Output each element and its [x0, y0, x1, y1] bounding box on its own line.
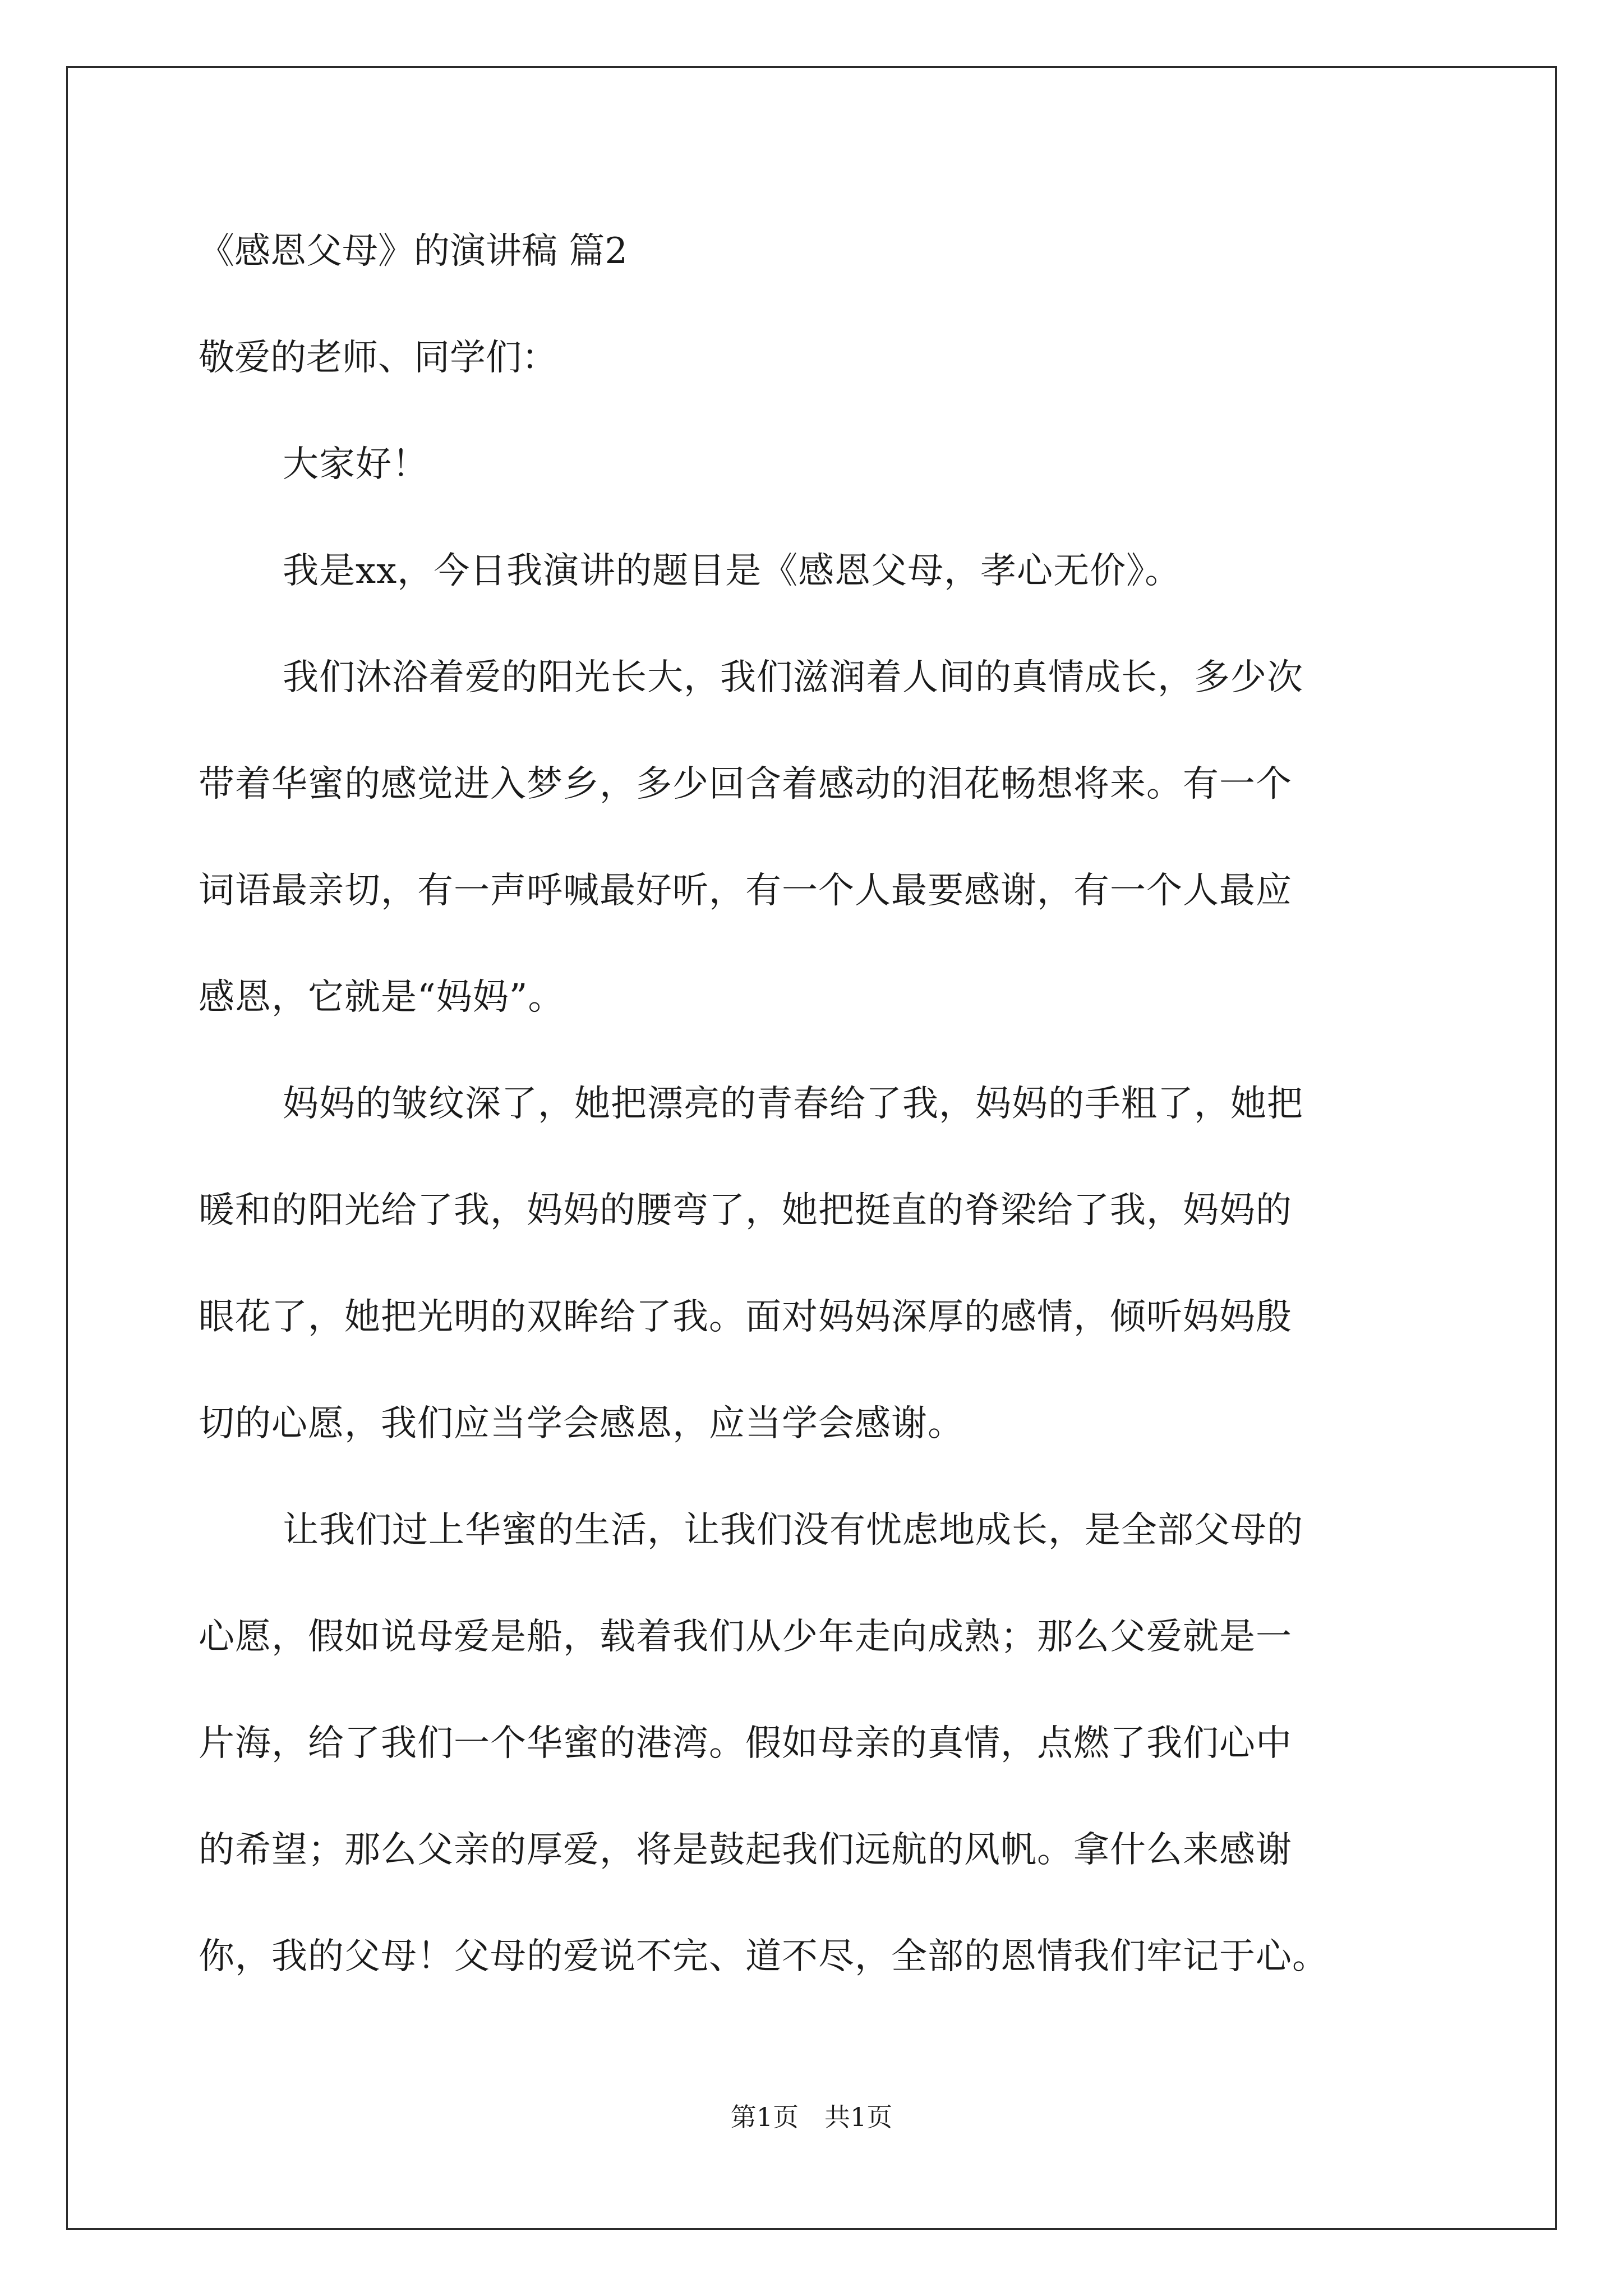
paragraph-2: [199, 1077, 1432, 1503]
salutation: 敬爱的老师、同学们：: [199, 337, 557, 379]
paragraph-1: [199, 651, 1432, 1077]
paragraph-3: [199, 1503, 1432, 2036]
greeting-line: 大家好！: [283, 444, 428, 485]
intro-paragraph: [199, 544, 1432, 651]
paragraph-line: 妈妈的皱纹深了，她把漂亮的青春给了我，妈妈的手粗了，她把: [283, 1083, 1303, 1125]
document-title: 《感恩父母》的演讲稿 篇2: [199, 231, 628, 272]
paragraph-line: 感恩，它就是“妈妈”。: [199, 977, 565, 1018]
paragraph-line: 我们沐浴着爱的阳光长大，我们滋润着人间的真情成长，多少次: [283, 657, 1303, 698]
paragraph-line: 词语最亲切，有一声呼喊最好听，有一个人最要感谢，有一个人最应: [199, 870, 1292, 912]
paragraph-line: 让我们过上华蜜的生活，让我们没有忧虑地成长，是全部父母的: [283, 1510, 1303, 1551]
paragraph-line: 暖和的阳光给了我，妈妈的腰弯了，她把挺直的脊梁给了我，妈妈的: [199, 1190, 1292, 1231]
paragraph-line: 片海，给了我们一个华蜜的港湾。假如母亲的真情，点燃了我们心中: [199, 1723, 1292, 1764]
paragraph-line: 眼花了，她把光明的双眸给了我。面对妈妈深厚的感情，倾听妈妈殷: [199, 1296, 1292, 1338]
paragraph-line: 带着华蜜的感觉进入梦乡，多少回含着感动的泪花畅想将来。有一个: [199, 763, 1292, 805]
page-footer: 第1页 共1页: [730, 2102, 893, 2132]
paragraph-line: 心愿，假如说母爱是船，载着我们从少年走向成熟；那么父爱就是一: [199, 1616, 1292, 1658]
paragraph-line: 切的心愿，我们应当学会感恩，应当学会感谢。: [199, 1403, 964, 1444]
greeting-paragraph: [199, 438, 1432, 544]
paragraph-line: 你，我的父母！父母的爱说不完、道不尽，全部的恩情我们牢记于心。: [199, 1936, 1329, 1977]
paragraph-line: 的希望；那么父亲的厚爱，将是鼓起我们远航的风帆。拿什么来感谢: [199, 1829, 1292, 1871]
intro-line: 我是xx，今日我演讲的题目是《感恩父母，孝心无价》。: [283, 550, 1182, 592]
